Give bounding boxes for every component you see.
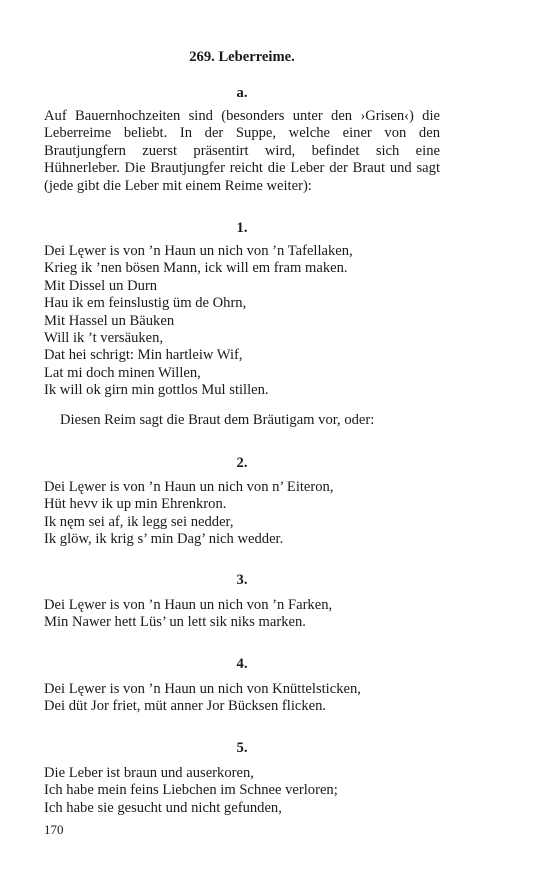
verse-number-3: 3. [236,572,248,588]
verse-line: Lat mi doch minen Willen, [44,364,201,381]
verse-line: Mit Dissel un Durn [44,277,158,294]
verse-line: Dei düt Jor friet, müt anner Jor Bücksen flicken. [44,698,327,715]
verse-line: Hüt hevv ik up min Ehrenkron. [44,496,227,513]
verse-2 [44,479,464,549]
intro-paragraph: Auf Bauernhochzeiten sind (besonders unter den ›Grisen‹) die Leberreime beliebt. In der Suppe, welche einer von den Brautjungfern zuerst präsentirt wird, befindet sich eine Hühnerleber. Die Brautjungfer reicht die Leber der Braut und sagt (jede gibt die Leber mit einem Reime weiter): [44,108,440,194]
verse-number-1: 1. [236,220,248,236]
verse-number-4: 4. [236,656,248,672]
verse-line: Krieg ik ’nen bösen Mann, ick will em fram maken. [44,260,348,277]
verse-5 [44,765,464,817]
verse-line: Dei Lęwer is von ’n Haun un nich von n’ Eiteron, [44,479,334,495]
verse-line: Dei Lęwer is von ’n Haun un nich von ’n Tafellaken, [44,243,353,259]
verse-line: Mit Hassel un Bäuken [44,312,175,329]
verse-4 [44,681,464,716]
section-label-a: a. [236,85,248,101]
verse-line: Dat hei schrigt: Min hartleiw Wif, [44,347,243,364]
verse-line: Die Leber ist braun und auserkoren, [44,765,254,781]
page-number: 170 [44,822,64,837]
verse-line: Will ik ’t versäuken, [44,330,164,347]
bride-note: Diesen Reim sagt die Braut dem Bräutigam vor, oder: [60,412,375,428]
verse-line: Ich habe sie gesucht und nicht gefunden, [44,799,282,816]
verse-number-5: 5. [236,740,248,756]
verse-line: Ich habe mein feins Liebchen im Schnee verloren; [44,782,338,799]
page-title: 269. Leberreime. [189,49,295,65]
verse-line: Ik nęm sei af, ik legg sei nedder, [44,513,234,530]
verse-line: Ik will ok girn min gottlos Mul stillen. [44,382,269,399]
verse-1 [44,243,464,400]
verse-line: Min Nawer hett Lüs’ un lett sik niks marken. [44,614,306,631]
verse-3 [44,597,464,632]
verse-number-2: 2. [236,455,248,471]
verse-line: Dei Lęwer is von ’n Haun un nich von ’n Farken, [44,597,333,613]
verse-line: Dei Lęwer is von ’n Haun un nich von Knüttelsticken, [44,681,361,697]
verse-line: Ik glöw, ik krig s’ min Dag’ nich wedder. [44,531,284,548]
verse-line: Hau ik em feinslustig üm de Ohrn, [44,295,247,312]
